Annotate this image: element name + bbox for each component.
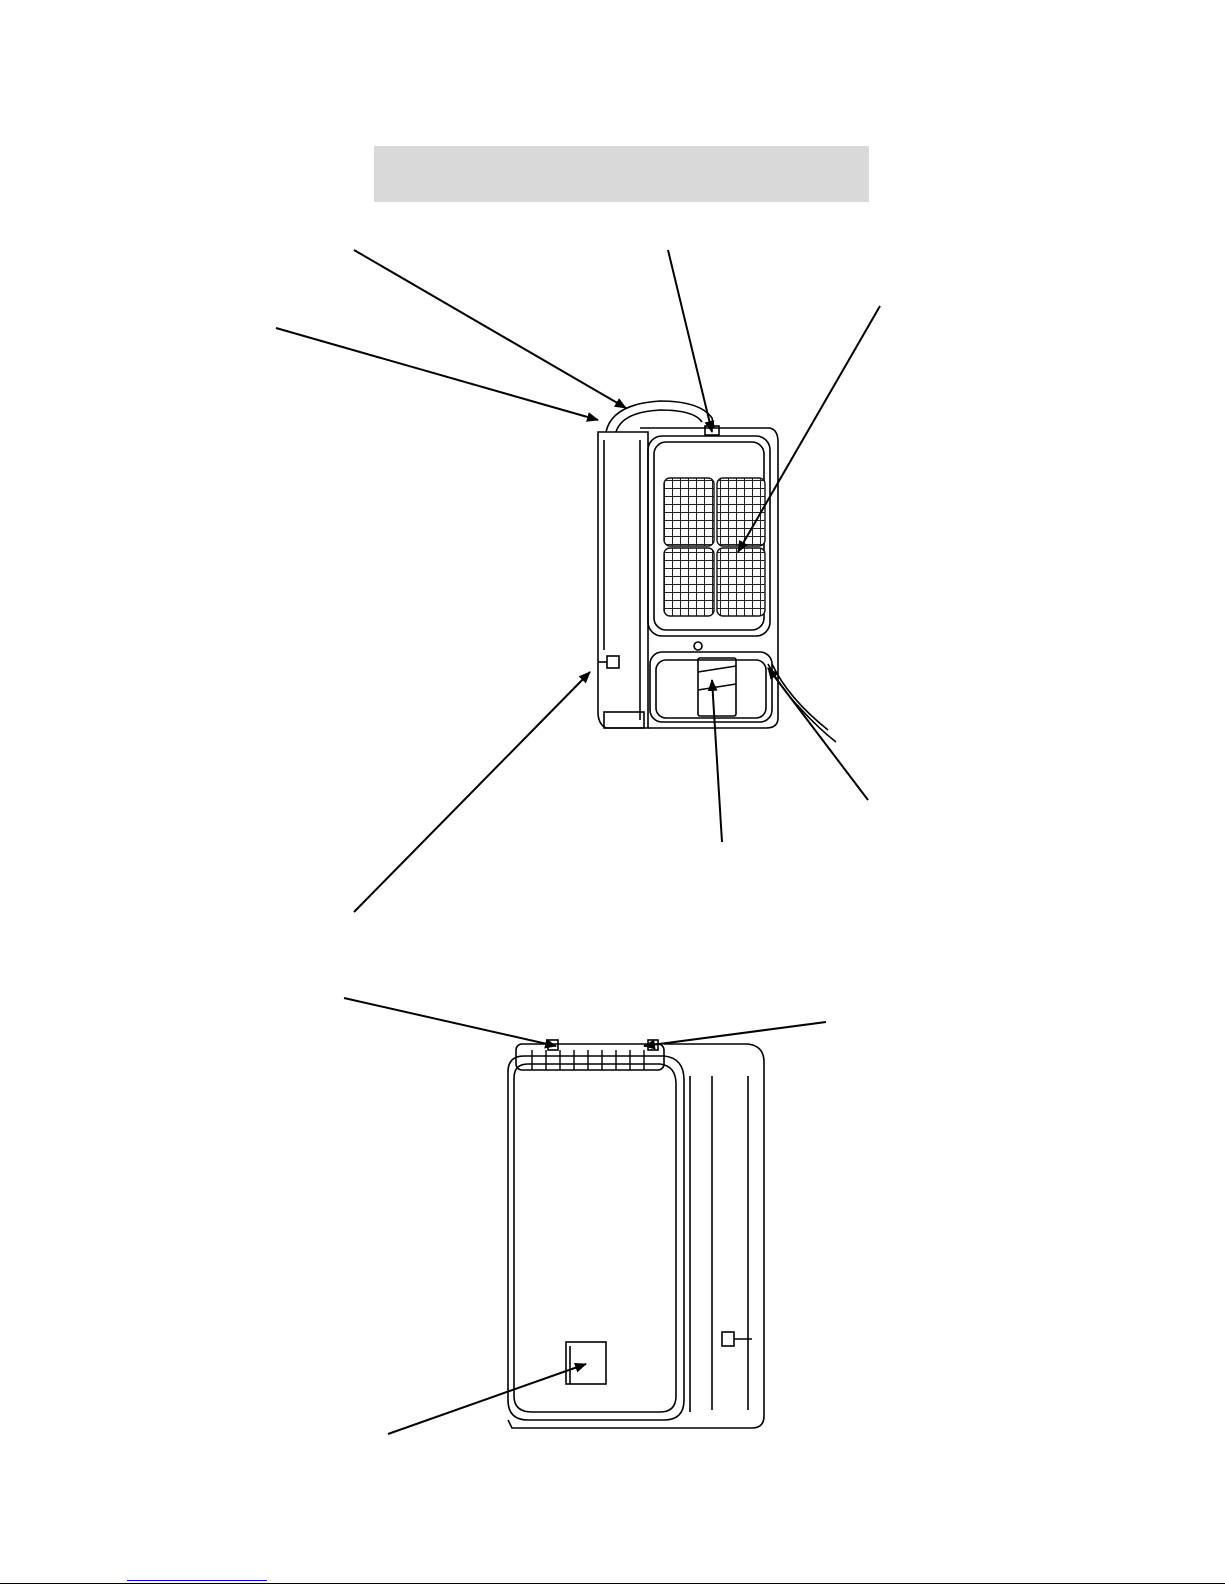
rear-lower-panel <box>650 652 772 722</box>
filter-grille <box>664 478 765 616</box>
callout-arrow-drain <box>354 672 590 912</box>
vent-slats <box>532 1050 644 1070</box>
front-side-body <box>508 1044 764 1428</box>
side-connector <box>722 1332 734 1346</box>
screw <box>694 642 702 650</box>
front-panel <box>508 1056 684 1420</box>
drain-connector <box>607 656 619 668</box>
callout-arrow-vent-left <box>344 998 556 1046</box>
callout-arrow-cord <box>768 668 868 800</box>
callout-arrow-label <box>388 1364 586 1434</box>
footer-link-underline[interactable] <box>127 1580 267 1581</box>
rear-view-callouts <box>276 250 880 912</box>
callout-arrow-filter <box>738 306 880 552</box>
callout-arrow-vent-right <box>644 1022 826 1046</box>
top-vent <box>516 1044 664 1070</box>
front-view-unit <box>508 1040 764 1428</box>
callout-arrow-outlet <box>712 680 722 842</box>
callout-arrow-side <box>276 328 598 420</box>
footer-rule <box>0 1583 1225 1584</box>
front-label-window <box>566 1342 606 1384</box>
rear-view-unit <box>598 401 836 742</box>
callout-arrow-handle <box>354 250 626 408</box>
